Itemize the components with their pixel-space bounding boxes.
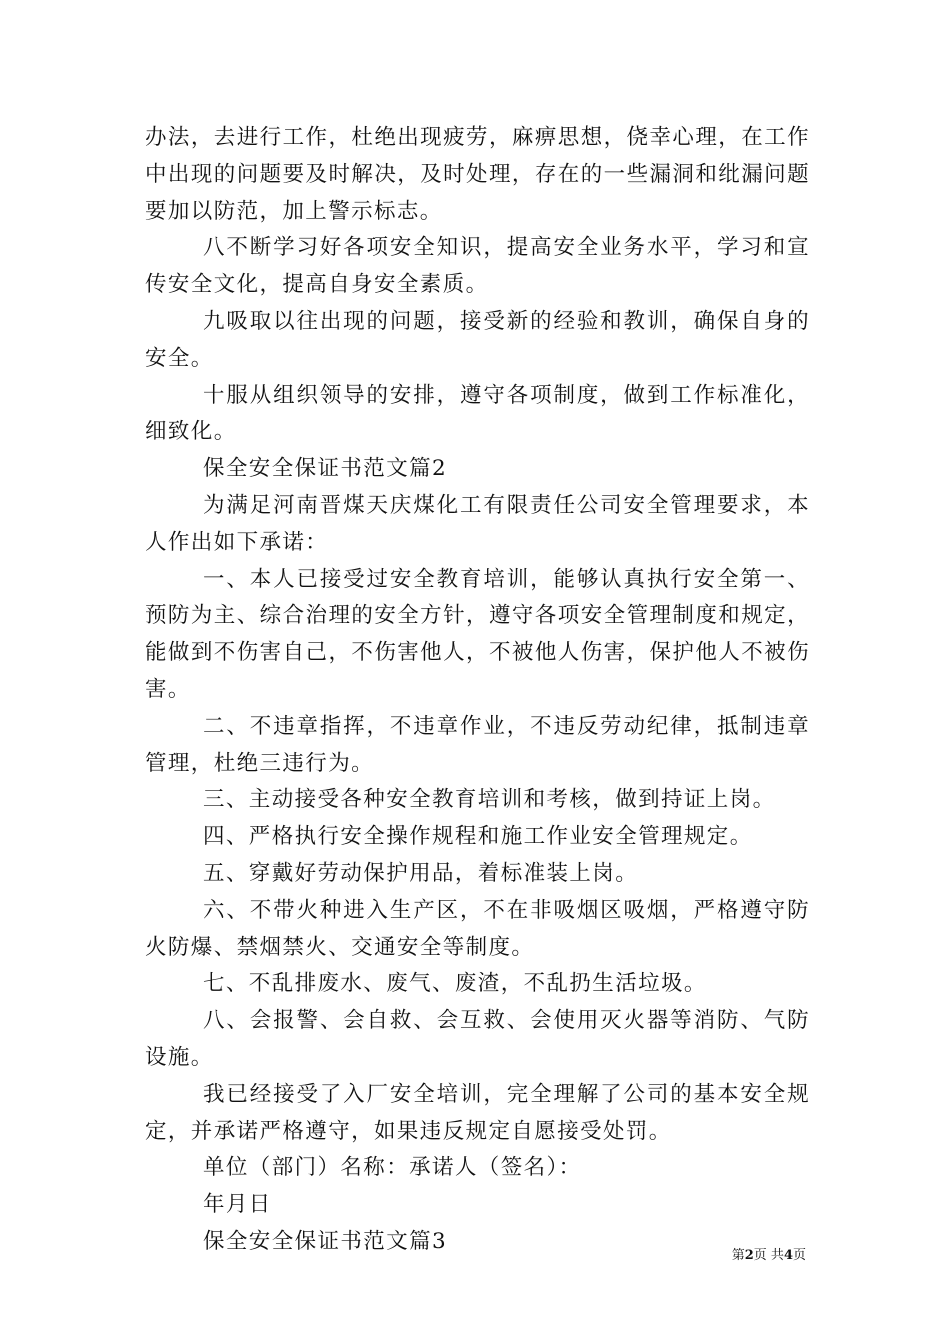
footer-prefix: 第 [731,1248,745,1263]
paragraph-6: 为满足河南晋煤天庆煤化工有限责任公司安全管理要求，本人作出如下承诺： [145,492,810,555]
paragraph-3: 九吸取以往出现的问题，接受新的经验和教训，确保自身的安全。 [145,308,810,371]
paragraph-12: 六、不带火种进入生产区，不在非吸烟区吸烟，严格遵守防火防爆、禁烟禁火、交通安全等制度。 [145,897,810,960]
paragraph-4: 十服从组织领导的安排，遵守各项制度，做到工作标准化，细致化。 [145,382,810,445]
paragraph-8: 二、不违章指挥，不违章作业，不违反劳动纪律，抵制违章管理，杜绝三违行为。 [145,713,810,776]
footer-current-page: 2 [744,1248,754,1263]
paragraph-11: 五、穿戴好劳动保护用品，着标准装上岗。 [203,860,639,886]
section-heading-2: 保全安全保证书范文篇2 [203,456,448,482]
footer-middle: 页 共 [753,1248,784,1263]
paragraph-1: 办法，去进行工作，杜绝出现疲劳，麻痹思想，侥幸心理，在工作中出现的问题要及时解决，及时处理，存在的一些漏洞和纰漏问题要加以防范，加上警示标志。 [145,125,810,224]
section-heading-3: 保全安全保证书范文篇3 [203,1228,448,1254]
footer-suffix: 页 [792,1248,806,1263]
paragraph-7: 一、本人已接受过安全教育培训，能够认真执行安全第一、预防为主、综合治理的安全方针，遵守各项安全管理制度和规定，能做到不伤害自己，不伤害他人，不被他人伤害，保护他人不被伤害。 [145,566,810,702]
date-line: 年月日 [203,1192,272,1218]
paragraph-14: 八、会报警、会自救、会互救、会使用灭火器等消防、气防设施。 [145,1008,810,1070]
paragraph-9: 三、主动接受各种安全教育培训和考核，做到持证上岗。 [203,787,776,813]
paragraph-15: 我已经接受了入厂安全培训，完全理解了公司的基本安全规定，并承诺严格遵守，如果违反规定自愿接受处罚。 [145,1081,810,1144]
document-body [145,120,810,1261]
signature-line: 单位（部门）名称：承诺人（签名）： [203,1155,582,1181]
page-number-footer [732,1248,806,1264]
paragraph-2: 八不断学习好各项安全知识，提高安全业务水平，学习和宣传安全文化，提高自身安全素质。 [145,235,810,298]
footer-total-pages: 4 [783,1248,793,1263]
paragraph-13: 七、不乱排废水、废气、废渣，不乱扔生活垃圾。 [203,971,707,997]
paragraph-10: 四、严格执行安全操作规程和施工作业安全管理规定。 [203,824,753,850]
